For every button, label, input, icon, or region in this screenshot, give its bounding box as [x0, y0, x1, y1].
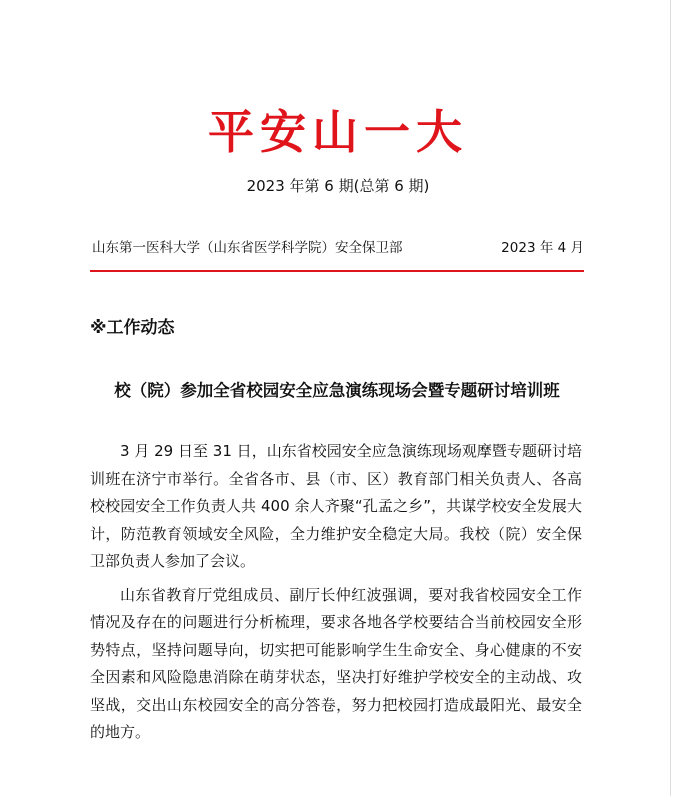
article-title: 校（院）参加全省校园安全应急演练现场会暨专题研讨培训班: [114, 381, 560, 400]
publication-date: 2023 年 4 月: [501, 240, 584, 256]
issue-number: 2023 年第 6 期(总第 6 期): [246, 177, 430, 195]
article-paragraph: 3 月 29 日至 31 日，山东省校园安全应急演练现场观摩暨专题研讨培训班在济宁市举行。全省各市、县（市、区）教育部门相关负责人、各高校校园安全工作负责人共 400 余人齐聚“孔孟之乡”，共谋学校安全发展大计，防范教育领域安全风险，全力维护安全稳定大局。我校（院）安全保卫部负责人参加了会议。: [90, 442, 582, 570]
article-body: [90, 438, 582, 753]
red-divider-rule: [90, 270, 584, 272]
section-heading: ※工作动态: [90, 318, 175, 338]
publisher-row: [92, 238, 584, 258]
publisher-name: 山东第一医科大学（山东省医学科学院）安全保卫部: [92, 240, 403, 256]
newsletter-masthead: 平安山一大: [208, 105, 468, 159]
article-paragraph: 山东省教育厅党组成员、副厅长仲红波强调，要对我省校园安全工作情况及存在的问题进行分析梳理，要求各地各学校要结合当前校园安全形势特点，坚持问题导向，切实把可能影响学生生命安全、身心健康的不安全因素和风险隐患消除在萌芽状态，坚决打好维护学校安全的主动战、攻坚战，交出山东校园安全的高分答卷，努力把校园打造成最阳光、最安全的地方。: [90, 585, 582, 741]
